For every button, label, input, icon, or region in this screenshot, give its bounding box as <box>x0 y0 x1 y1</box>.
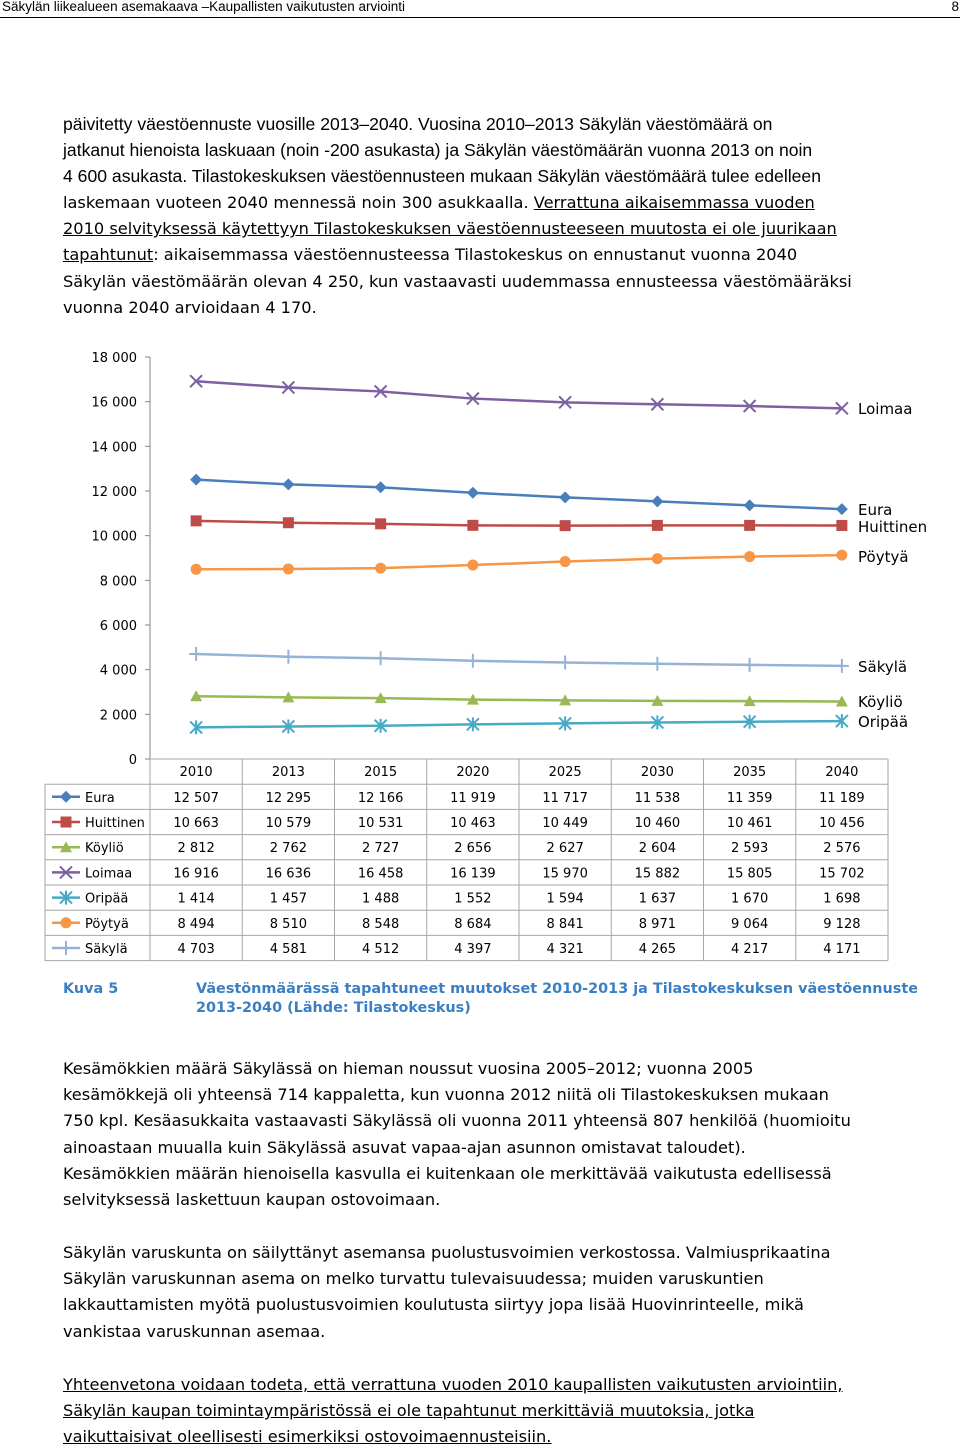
table-cell-value: 4 703 <box>177 942 215 957</box>
table-cell-value: 4 217 <box>731 942 769 957</box>
table-cell-value: 8 510 <box>269 916 307 932</box>
legend-label: Pöytyä <box>85 916 129 932</box>
table-cell-value: 2 627 <box>546 841 584 857</box>
table-cell-value: 15 702 <box>819 866 865 882</box>
table-cell-value: 10 663 <box>173 816 219 831</box>
table-cell-value: 4 265 <box>638 942 676 957</box>
data-point <box>190 474 202 486</box>
data-point <box>744 520 755 531</box>
underlined-text: Verrattuna aikaisemmassa vuoden <box>533 193 815 212</box>
table-cell-value: 15 882 <box>634 866 681 882</box>
text-line: selvityksessä laskettuun kaupan ostovoimaan. <box>63 1190 441 1210</box>
x-category-label: 2010 <box>179 765 213 780</box>
data-point <box>283 563 294 574</box>
figure-caption: Väestönmäärässä tapahtuneet muutokset 2010-2013 ja Tilastokeskuksen väestöennuste 2013-2040 (Lähde: Tilastokeskus) <box>196 981 918 1016</box>
series-Säkylä <box>189 647 849 673</box>
table-cell-value: 16 458 <box>357 866 404 882</box>
text-line: jatkanut hienoista laskuaan (noin -200 asukasta) ja Säkylän väestömäärän vuonna 2013 on noin <box>63 140 813 161</box>
y-tick-label: 6 000 <box>99 619 137 634</box>
table-cell-value: 1 637 <box>638 891 676 907</box>
text-line: vaikuttaisivat oleellisesti esimerkiksi ostovoimaennusteisiin. <box>63 1427 552 1447</box>
series-Eura <box>190 474 848 515</box>
paragraph-population-intro <box>63 111 958 190</box>
y-tick-label: 18 000 <box>91 351 137 366</box>
data-point <box>651 495 663 507</box>
series-end-label: Köyliö <box>858 693 903 711</box>
data-point <box>282 478 294 490</box>
table-cell-value: 10 460 <box>634 816 681 831</box>
data-point <box>283 517 294 528</box>
x-category-label: 2035 <box>733 765 767 780</box>
table-cell-value: 10 449 <box>542 816 588 831</box>
underlined-text: 2010 selvityksessä käytettyyn Tilastokeskuksen väestöennusteeseen muutosta ei ole juurikaan <box>63 219 837 239</box>
series-Loimaa <box>190 375 848 414</box>
table-cell-value: 10 531 <box>357 816 404 831</box>
page-number: 8 <box>951 0 959 14</box>
table-cell-value: 10 461 <box>726 816 773 831</box>
series-end-label: Pöytyä <box>858 548 909 566</box>
legend-label: Eura <box>85 790 115 806</box>
table-cell-value: 15 805 <box>726 866 773 882</box>
data-point <box>744 551 755 562</box>
table-cell-value: 4 581 <box>269 942 307 957</box>
table-cell-value: 2 604 <box>638 841 676 857</box>
series-end-label: Säkylä <box>858 658 908 676</box>
series-Pöytyä <box>191 550 848 575</box>
table-cell-value: 8 841 <box>546 916 584 932</box>
data-point <box>466 654 480 668</box>
y-tick-label: 0 <box>128 753 137 768</box>
paragraph-population-forecast <box>63 190 958 321</box>
table-cell-value: 8 494 <box>177 916 215 932</box>
series-end-label: Oripää <box>858 713 909 731</box>
table-cell-value: 1 488 <box>362 891 400 907</box>
paragraph-summer-cottages <box>63 1056 958 1213</box>
data-point <box>189 647 203 661</box>
table-cell-value: 16 636 <box>265 866 312 882</box>
x-category-label: 2025 <box>548 765 582 780</box>
table-cell-value: 1 670 <box>731 891 769 907</box>
text-line: Säkylän varuskunnan asema on melko turvattu tulevaisuudessa; muiden varuskuntien <box>63 1269 764 1289</box>
table-cell-value: 8 971 <box>638 916 676 932</box>
figure-number: Kuva 5 <box>63 981 119 997</box>
paragraph-garrison <box>63 1240 958 1345</box>
series-end-label: Eura <box>858 501 893 519</box>
table-cell-value: 12 507 <box>173 790 219 806</box>
text-line: vankistaa varuskunnan asemaa. <box>63 1321 326 1341</box>
table-cell-value: 11 717 <box>542 790 588 806</box>
table-cell-value: 11 538 <box>634 790 681 806</box>
table-cell-value: 4 171 <box>823 942 861 957</box>
text-line: ainoastaan muualla kuin Säkylässä asuvat vapaa-ajan asunnon omistavat taloudet). <box>63 1137 746 1157</box>
table-cell-value: 2 593 <box>731 841 769 857</box>
table-cell-value: 1 552 <box>454 891 492 907</box>
table-cell-value: 9 128 <box>823 916 861 932</box>
data-point <box>652 553 663 564</box>
data-point <box>191 515 202 526</box>
data-point <box>743 658 757 672</box>
data-point <box>191 564 202 575</box>
legend-label: Oripää <box>85 891 129 907</box>
data-point <box>744 499 756 511</box>
table-cell-value: 2 656 <box>454 841 492 857</box>
series-end-label: Huittinen <box>858 518 928 536</box>
table-cell-value: 16 139 <box>450 866 496 882</box>
text-line: Säkylän väestömäärän olevan 4 250, kun vastaavasti uudemmassa ennusteessa väestömääräksi <box>63 271 852 291</box>
table-cell-value: 2 762 <box>269 841 307 857</box>
text-line: Kesämökkien määrän hienoisella kasvulla ei kuitenkaan ole merkittävää vaikutusta edellisessä <box>63 1163 832 1183</box>
legend-label: Säkylä <box>85 942 128 957</box>
table-cell-value: 1 594 <box>546 891 584 907</box>
data-point <box>467 520 478 531</box>
table-cell-value: 2 812 <box>177 841 215 857</box>
text-line: 750 kpl. Kesäasukkaita vastaavasti Säkylässä oli vuonna 2011 yhteensä 807 henkilöä (huomioitu <box>63 1111 851 1131</box>
data-point <box>375 563 386 574</box>
x-category-label: 2013 <box>271 765 305 780</box>
text-line: Säkylän kaupan toimintaympäristössä ei ole tapahtunut merkittäviä muutoksia, jotka <box>63 1401 755 1421</box>
table-cell-value: 1 457 <box>269 891 307 907</box>
legend-marker <box>61 917 72 928</box>
data-point <box>559 491 571 503</box>
text-line: Säkylän varuskunta on säilyttänyt asemansa puolustusvoimien verkostossa. Valmiusprikaatina <box>63 1243 831 1262</box>
data-point <box>281 650 295 664</box>
y-tick-label: 2 000 <box>99 708 137 724</box>
y-tick-label: 16 000 <box>91 395 137 411</box>
data-point <box>375 518 386 529</box>
text-line: 4 600 asukasta. Tilastokeskuksen väestöennusteen mukaan Säkylän väestömäärä tulee edelleen <box>63 166 821 187</box>
data-point <box>836 520 847 531</box>
table-cell-value: 8 684 <box>454 916 492 932</box>
data-point <box>375 481 387 493</box>
document-title: Säkylän liikealueen asemakaava –Kaupallisten vaikutusten arviointi <box>2 0 405 14</box>
data-point <box>560 556 571 567</box>
x-category-label: 2015 <box>364 765 398 780</box>
text-line: vuonna 2040 arvioidaan 4 170. <box>63 297 317 317</box>
table-cell-value: 12 295 <box>265 790 312 806</box>
data-point <box>467 487 479 499</box>
text-line: laskemaan vuoteen 2040 mennessä noin 300 asukkaalla. Verrattuna aikaisemmassa vuoden <box>63 193 815 212</box>
data-point <box>558 655 572 669</box>
y-tick-label: 4 000 <box>99 663 137 679</box>
underlined-text: tapahtunut <box>63 245 154 265</box>
legend-marker <box>59 941 73 955</box>
x-category-label: 2030 <box>640 765 674 780</box>
table-cell-value: 1 698 <box>823 891 861 907</box>
table-cell-value: 10 456 <box>819 816 865 831</box>
table-cell-value: 10 579 <box>265 816 312 831</box>
page-header <box>0 0 960 18</box>
series-line <box>196 381 842 408</box>
table-cell-value: 10 463 <box>450 816 496 831</box>
y-tick-label: 12 000 <box>91 485 137 500</box>
data-point <box>467 560 478 571</box>
data-point <box>374 651 388 665</box>
data-point <box>652 520 663 531</box>
table-cell-value: 9 064 <box>731 916 769 932</box>
table-cell-value: 1 414 <box>177 891 215 907</box>
data-point <box>835 659 849 673</box>
y-tick-label: 14 000 <box>91 440 137 456</box>
text-line: kesämökkejä oli yhteensä 714 kappaletta, kun vuonna 2012 niitä oli Tilastokeskuksen mukaan <box>63 1085 829 1105</box>
population-line-chart <box>0 340 960 970</box>
data-point <box>560 520 571 531</box>
series-Köyliö <box>190 690 848 706</box>
legend-label: Huittinen <box>85 816 145 831</box>
y-tick-label: 10 000 <box>91 529 137 545</box>
text-line: päivitetty väestöennuste vuosille 2013–2040. Vuosina 2010–2013 Säkylän väestömäärä on <box>63 114 773 134</box>
text-line: Kesämökkien määrä Säkylässä on hieman noussut vuosina 2005–2012; vuonna 2005 <box>63 1059 754 1078</box>
legend-marker <box>60 791 72 803</box>
y-tick-label: 8 000 <box>99 574 137 590</box>
data-point <box>836 503 848 515</box>
data-point <box>836 550 847 561</box>
x-category-label: 2020 <box>456 765 490 780</box>
x-category-label: 2040 <box>825 765 859 780</box>
text-line: Yhteenvetona voidaan todeta, että verrattuna vuoden 2010 kaupallisten vaikutusten arviointiin, <box>63 1375 843 1394</box>
series-Huittinen <box>191 515 848 531</box>
data-point <box>650 657 664 671</box>
text-line: tapahtunut: aikaisemmassa väestöennusteessa Tilastokeskus on ennustanut vuonna 2040 <box>63 245 798 265</box>
table-cell-value: 11 359 <box>726 790 773 806</box>
table-cell-value: 12 166 <box>357 790 404 806</box>
series-Oripää <box>190 714 848 734</box>
table-cell-value: 4 321 <box>546 942 584 957</box>
table-cell-value: 4 397 <box>454 942 492 957</box>
legend-label: Loimaa <box>85 866 133 882</box>
paragraph-summary <box>63 1372 958 1451</box>
table-cell-value: 2 727 <box>362 841 400 857</box>
legend-marker <box>61 817 72 828</box>
text-line: lakkauttamisten myötä puolustusvoimien koulutusta siirtyy jopa lisää Huovinrinteelle, mikä <box>63 1295 804 1315</box>
table-cell-value: 4 512 <box>362 942 400 957</box>
table-cell-value: 2 576 <box>823 841 861 857</box>
table-cell-value: 11 189 <box>819 790 865 806</box>
legend-label: Köyliö <box>85 841 124 857</box>
table-cell-value: 15 970 <box>542 866 588 882</box>
table-cell-value: 8 548 <box>362 916 400 932</box>
table-cell-value: 11 919 <box>450 790 496 806</box>
series-end-label: Loimaa <box>858 400 913 418</box>
table-cell-value: 16 916 <box>173 866 219 882</box>
